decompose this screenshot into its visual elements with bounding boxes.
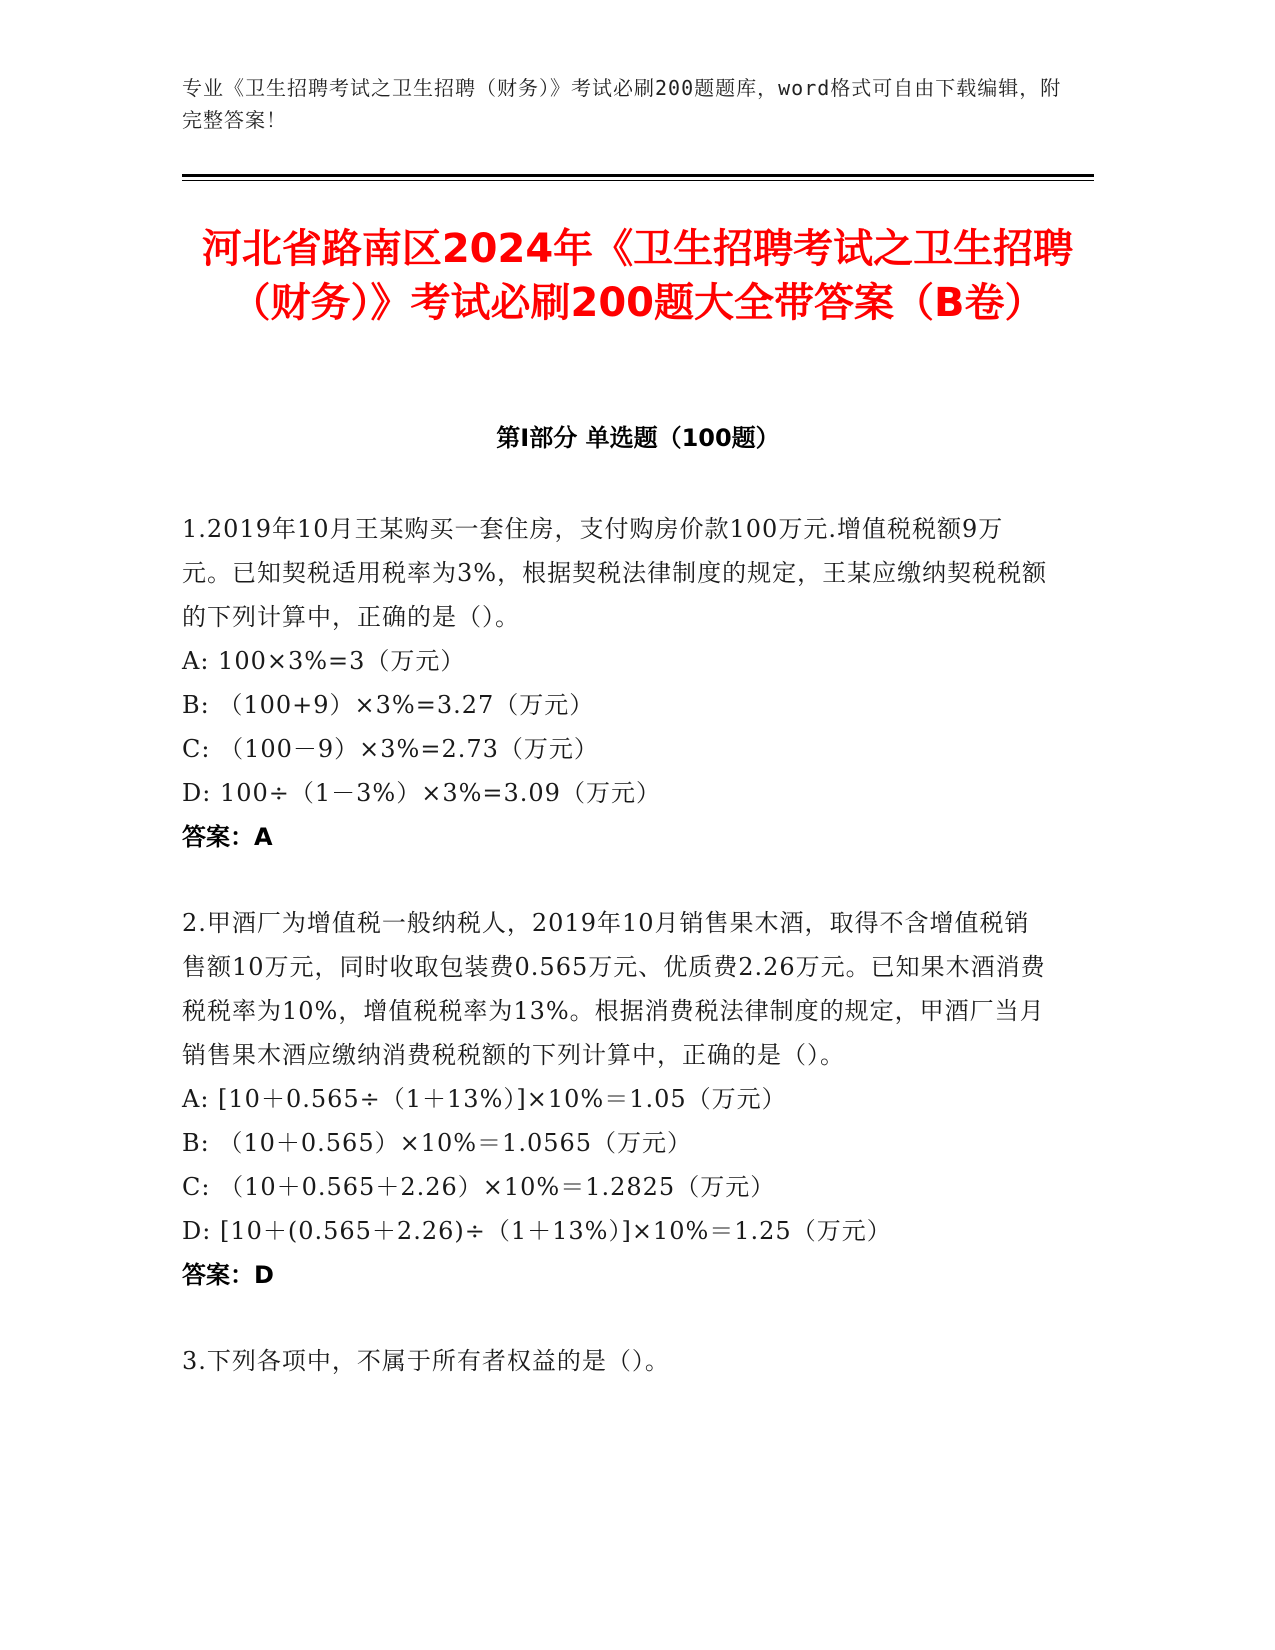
question-3: [182, 1339, 1052, 1383]
header-note: 专业《卫生招聘考试之卫生招聘（财务）》考试必刷200题题库，word格式可自由下载编辑，附完整答案！: [182, 76, 1062, 132]
option-b: B: （10＋0.565）×10%＝1.0565（万元）: [182, 1129, 693, 1157]
answer: 答案：A: [182, 823, 273, 851]
option-b: B: （100+9）×3%=3.27（万元）: [182, 691, 595, 719]
option-c: C: （100－9）×3%=2.73（万元）: [182, 735, 599, 763]
question-list: [182, 507, 1052, 1425]
header-rule-thick: [182, 174, 1094, 177]
option-d: D: 100÷（1－3%）×3%=3.09（万元）: [182, 779, 661, 807]
option-d: D: [10＋(0.565＋2.26)÷（1＋13%）]×10%＝1.25（万元）: [182, 1217, 892, 1245]
question-2: [182, 901, 1052, 1297]
header-rule-thin: [182, 180, 1094, 181]
question-1: [182, 507, 1052, 859]
option-a: A: [10＋0.565÷（1＋13%）]×10%＝1.05（万元）: [182, 1085, 787, 1113]
document-title: 河北省路南区2024年《卫生招聘考试之卫生招聘（财务）》考试必刷200题大全带答案（B卷）: [201, 226, 1074, 326]
option-a: A: 100×3%=3（万元）: [182, 647, 466, 675]
answer: 答案：D: [182, 1261, 274, 1289]
question-stem: 2.甲酒厂为增值税一般纳税人，2019年10月销售果木酒，取得不含增值税销售额10万元，同时收取包装费0.565万元、优质费2.26万元。已知果木酒消费税税率为10%，增值税税率为13%。根据消费税法律制度的规定，甲酒厂当月销售果木酒应缴纳消费税税额的下列计算中，正确的是（）。: [182, 909, 1046, 1069]
question-stem: 1.2019年10月王某购买一套住房，支付购房价款100万元.增值税税额9万元。已知契税适用税率为3%，根据契税法律制度的规定，王某应缴纳契税税额的下列计算中，正确的是（）。: [182, 515, 1048, 631]
section-title: 第I部分 单选题（100题）: [496, 424, 780, 452]
option-c: C: （10＋0.565＋2.26）×10%＝1.2825（万元）: [182, 1173, 776, 1201]
question-stem: 3.下列各项中，不属于所有者权益的是（）。: [182, 1347, 670, 1375]
